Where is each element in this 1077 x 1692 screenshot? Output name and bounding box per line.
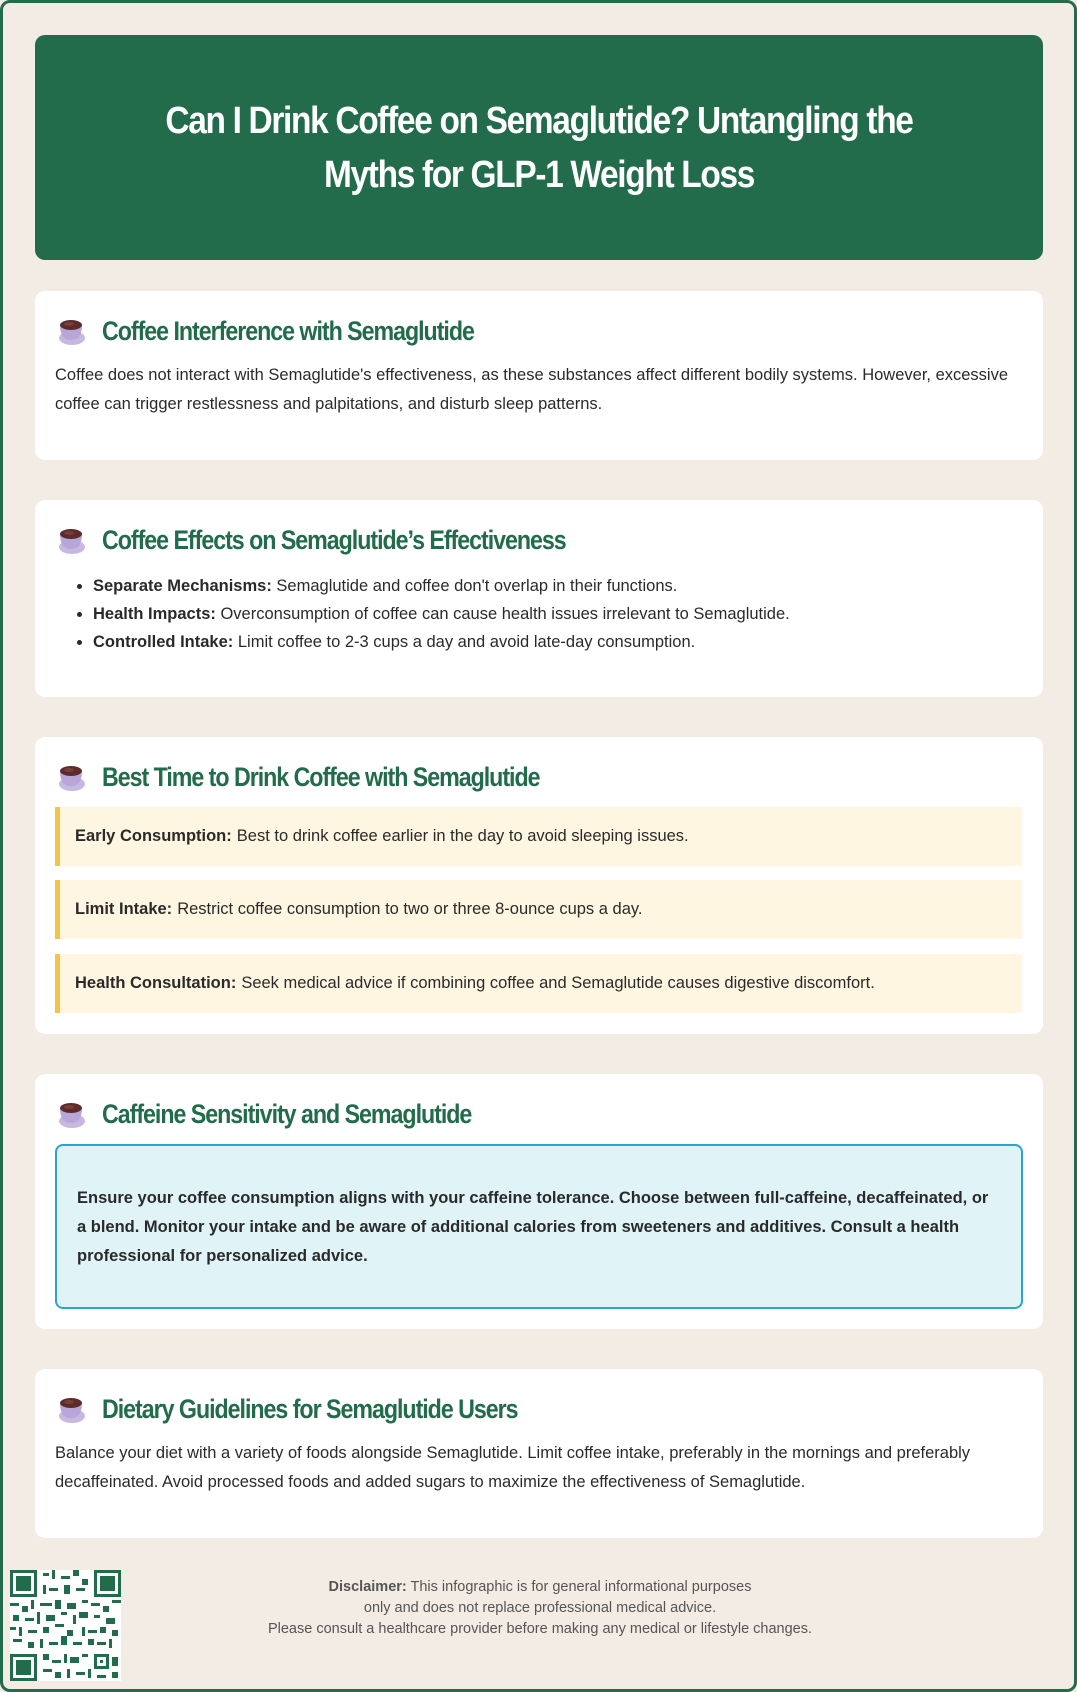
list-item: • Separate Mechanisms: Semaglutide and coffee don't overlap in their functions. (93, 572, 1023, 600)
tip-early-consumption: Early Consumption: Best to drink coffee earlier in the day to avoid sleeping issues. (55, 807, 1022, 866)
section-sensitivity (35, 1074, 1043, 1329)
section-header (55, 1389, 585, 1429)
section-text: Coffee does not interact with Semaglutide's effectiveness, as these substances affect different bodily systems. However, excessive coffee can trigger restlessness and palpitations, and disturb sleep patterns. (55, 366, 1009, 413)
tip-limit-intake: Limit Intake: Restrict coffee consumption to two or three 8-ounce cups a day. (55, 880, 1022, 939)
section-title: Dietary Guidelines for Semaglutide Users (102, 1393, 518, 1424)
title-banner (35, 35, 1043, 260)
coffee-cup-icon (55, 1393, 87, 1425)
coffee-cup-icon (55, 1098, 87, 1130)
section-title: Caffeine Sensitivity and Semaglutide (102, 1098, 472, 1129)
sensitivity-callout: Ensure your coffee consumption aligns with your caffeine tolerance. Choose between full-caffeine, decaffeinated, or a blend. Monitor your intake and be aware of additional calories from sweeteners and additives. Consult a health professional for personalized advice. (55, 1144, 1023, 1309)
section-title: Best Time to Drink Coffee with Semaglutide (102, 761, 540, 792)
section-best-time (35, 737, 1043, 1034)
section-title: Coffee Effects on Semaglutide’s Effectiveness (102, 524, 566, 555)
section-header (55, 311, 534, 351)
section-header (55, 1094, 531, 1134)
section-header (55, 520, 641, 560)
section-title: Coffee Interference with Semaglutide (102, 315, 474, 346)
disclaimer-line-2: only and does not replace professional medical advice. (363, 1600, 717, 1616)
section-dietary (35, 1369, 1043, 1538)
disclaimer-line-3: Please consult a healthcare provider before making any medical or lifestyle changes. (267, 1621, 813, 1637)
list-item: • Health Impacts: Overconsumption of coffee can cause health issues irrelevant to Semaglutide. (93, 600, 1023, 628)
qr-code-icon[interactable] (10, 1570, 121, 1681)
coffee-cup-icon (55, 315, 87, 347)
section-effects (35, 500, 1043, 697)
section-interference (35, 291, 1043, 460)
page-title: Can I Drink Coffee on Semaglutide? Untangling the Myths for GLP-1 Weight Loss (165, 99, 913, 196)
section-header (55, 757, 611, 797)
coffee-cup-icon (55, 761, 87, 793)
section-text: Balance your diet with a variety of foods alongside Semaglutide. Limit coffee intake, preferably in the mornings and preferably decaffeinated. Avoid processed foods and added sugars to maximize the effectiveness of Semaglutide. (55, 1444, 971, 1491)
effects-list (55, 572, 1023, 656)
coffee-cup-icon (55, 524, 87, 556)
tip-health-consultation: Health Consultation: Seek medical advice if combining coffee and Semaglutide causes digestive discomfort. (55, 954, 1022, 1013)
disclaimer (200, 1577, 880, 1640)
list-item: • Controlled Intake: Limit coffee to 2-3 cups a day and avoid late-day consumption. (93, 628, 1023, 656)
disclaimer-line-1: Disclaimer: This infographic is for general informational purposes (328, 1579, 752, 1595)
